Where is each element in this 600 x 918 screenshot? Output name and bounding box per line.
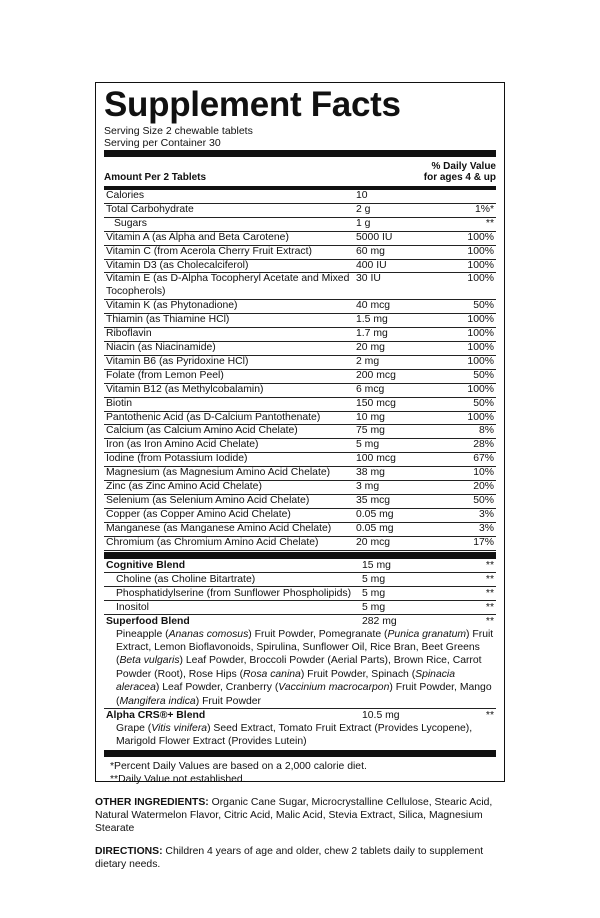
nutrient-amount: 35 mcg xyxy=(356,494,391,506)
panel-title: Supplement Facts xyxy=(104,85,401,124)
list-item xyxy=(104,587,496,601)
table-row xyxy=(104,328,496,342)
nutrient-dv: 100% xyxy=(467,411,494,423)
nutrient-name: Riboflavin xyxy=(106,328,152,340)
directions-label: DIRECTIONS: xyxy=(95,846,163,857)
superfood-blend-ingredients: Pineapple (Ananas comosus) Fruit Powder, Pomegranate (Punica granatum) Fruit Extract, Lemon Bioflavonoids, Spirulina, Sunflower Oil, Rice Bran, Beet Greens (Beta vulgaris) Leaf Powder, Broccoli Powder (Aerial Parts), Brown Rice, Carrot Powder (Root), Rose Hips (Rosa canina) Fruit Powder, Spinach (Spinacia aleracea) Leaf Powder, Cranberry (Vaccinium macrocarpon) Fruit Powder, Mango (Mangifera indica) Fruit Powder xyxy=(104,628,496,709)
nutrient-dv: 50% xyxy=(473,494,494,506)
nutrient-amount: 20 mcg xyxy=(356,536,391,548)
table-row xyxy=(104,370,496,384)
nutrient-dv: 100% xyxy=(467,273,494,285)
nutrient-amount: 100 mcg xyxy=(356,453,396,465)
other-ingredients xyxy=(95,796,505,835)
nutrient-dv: 100% xyxy=(467,383,494,395)
nutrient-name: Magnesium (as Magnesium Amino Acid Chelate) xyxy=(106,467,331,479)
supplement-facts-panel xyxy=(95,82,505,785)
nutrient-name: Niacin (as Niacinamide) xyxy=(106,341,216,353)
nutrient-dv: 100% xyxy=(467,245,494,257)
nutrient-amount: 75 mg xyxy=(356,425,385,437)
table-row xyxy=(104,218,496,232)
nutrient-amount: 200 mcg xyxy=(356,369,396,381)
directions-text: Children 4 years of age and older, chew 2 tablets daily to supplement dietary needs. xyxy=(95,846,484,870)
table-row xyxy=(104,190,496,204)
nutrient-dv xyxy=(416,190,496,203)
nutrient-name: Selenium (as Selenium Amino Acid Chelate) xyxy=(106,494,310,506)
nutrient-name: Iodine (from Potassium Iodide) xyxy=(106,453,248,465)
nutrient-amount: 40 mcg xyxy=(356,300,391,312)
nutrient-name: Calories xyxy=(106,190,145,201)
nutrient-dv: 100% xyxy=(467,231,494,243)
table-row xyxy=(104,467,496,481)
daily-value-header: % Daily Value for ages 4 & up xyxy=(423,161,496,183)
ingredient-amount: 5 mg xyxy=(362,573,386,585)
table-row xyxy=(104,439,496,453)
other-ingredients-label: OTHER INGREDIENTS: xyxy=(95,797,209,808)
other-ingredients-text: Organic Cane Sugar, Microcrystalline Cellulose, Stearic Acid, Natural Watermelon Flavor, Citric Acid, Malic Acid, Stevia Extract, Silica, Magnesium Stearate xyxy=(95,797,493,834)
table-row xyxy=(104,260,496,274)
nutrient-name: Sugars xyxy=(114,217,147,229)
nutrient-dv: 10% xyxy=(473,467,494,479)
nutrient-dv: 100% xyxy=(467,259,494,271)
nutrient-amount: 38 mg xyxy=(356,467,385,479)
ingredient-dv: ** xyxy=(485,587,494,599)
list-item xyxy=(104,573,496,587)
nutrient-dv: 100% xyxy=(467,314,494,326)
table-row xyxy=(104,384,496,398)
nutrient-amount: 0.05 mg xyxy=(356,522,394,534)
ingredient-amount: 5 mg xyxy=(362,587,386,599)
amount-header: Amount Per 2 Tablets xyxy=(104,172,207,183)
table-row xyxy=(104,537,496,551)
table-row xyxy=(104,300,496,314)
footnote-not-established: **Daily Value not established. xyxy=(110,773,246,785)
nutrient-amount: 1.5 mg xyxy=(356,314,388,326)
nutrient-name: Vitamin B12 (as Methylcobalamin) xyxy=(106,383,264,395)
divider-thick xyxy=(104,552,496,559)
table-row xyxy=(104,398,496,412)
nutrient-amount: 60 mg xyxy=(356,245,385,257)
nutrient-dv: 3% xyxy=(478,522,494,534)
table-row xyxy=(104,204,496,218)
footnote-daily-values: *Percent Daily Values are based on a 2,000 calorie diet. xyxy=(110,760,367,772)
nutrient-name: Vitamin E (as D-Alpha Tocopheryl Acetate and Mixed Tocopherols) xyxy=(106,273,350,298)
nutrient-dv: 28% xyxy=(473,439,494,451)
table-row xyxy=(104,453,496,467)
ingredient-name: Phosphatidylserine (from Sunflower Phospholipids) xyxy=(116,587,352,599)
nutrient-dv: 50% xyxy=(473,369,494,381)
table-row xyxy=(104,232,496,246)
table-row xyxy=(104,273,496,300)
nutrient-amount: 150 mcg xyxy=(356,397,396,409)
nutrient-amount: 400 IU xyxy=(356,259,387,271)
nutrient-name: Manganese (as Manganese Amino Acid Chelate) xyxy=(106,522,332,534)
table-row xyxy=(104,481,496,495)
nutrient-amount: 6 mcg xyxy=(356,383,385,395)
table-row xyxy=(104,342,496,356)
nutrient-amount: 5 mg xyxy=(356,439,380,451)
nutrient-amount: 5000 IU xyxy=(356,231,393,243)
nutrient-amount: 0.05 mg xyxy=(356,508,394,520)
serving-size: Serving Size 2 chewable tablets xyxy=(104,125,253,137)
nutrient-amount: 1.7 mg xyxy=(356,328,388,340)
cognitive-blend-row: Cognitive Blend 15 mg ** xyxy=(106,559,494,571)
nutrient-dv: 3% xyxy=(478,508,494,520)
ingredient-amount: 5 mg xyxy=(362,601,386,613)
directions xyxy=(95,845,505,871)
nutrient-amount: 1 g xyxy=(356,217,371,229)
nutrient-dv: ** xyxy=(485,217,494,229)
nutrient-dv: 50% xyxy=(473,397,494,409)
nutrient-name: Vitamin D3 (as Cholecalciferol) xyxy=(106,259,249,271)
nutrient-dv: 20% xyxy=(473,481,494,493)
nutrient-dv: 67% xyxy=(473,453,494,465)
nutrient-dv: 100% xyxy=(467,328,494,340)
superfood-blend-row: Superfood Blend 282 mg ** xyxy=(106,615,494,627)
column-header xyxy=(104,157,496,186)
nutrient-name: Vitamin B6 (as Pyridoxine HCl) xyxy=(106,355,249,367)
nutrient-name: Vitamin C (from Acerola Cherry Fruit Extract) xyxy=(106,245,312,257)
alpha-blend-row: Alpha CRS®+ Blend 10.5 mg ** xyxy=(106,710,494,721)
list-item xyxy=(104,601,496,615)
divider-thick xyxy=(104,150,496,157)
nutrient-name: Folate (from Lemon Peel) xyxy=(106,369,224,381)
nutrient-name: Copper (as Copper Amino Acid Chelate) xyxy=(106,508,291,520)
table-row xyxy=(104,495,496,509)
table-row xyxy=(104,412,496,426)
nutrient-dv: 17% xyxy=(473,536,494,548)
cognitive-blend-items xyxy=(104,573,496,615)
nutrient-name: Thiamin (as Thiamine HCl) xyxy=(106,314,230,326)
nutrient-name: Pantothenic Acid (as D-Calcium Pantothenate) xyxy=(106,411,321,423)
alpha-blend-ingredients: Grape (Vitis vinifera) Seed Extract, Tomato Fruit Extract (Provides Lycopene), Marigold Flower Extract (Provides Lutein) xyxy=(116,723,473,748)
table-row xyxy=(104,356,496,370)
nutrient-amount: 2 g xyxy=(356,203,371,215)
nutrient-name: Vitamin A (as Alpha and Beta Carotene) xyxy=(106,231,289,243)
nutrient-name: Total Carbohydrate xyxy=(106,203,194,215)
nutrient-amount: 20 mg xyxy=(356,341,385,353)
nutrient-table xyxy=(104,190,496,551)
table-row xyxy=(104,314,496,328)
ingredient-dv: ** xyxy=(485,601,494,613)
nutrient-dv: 100% xyxy=(467,341,494,353)
nutrient-amount: 10 mg xyxy=(356,411,385,423)
nutrient-dv: 8% xyxy=(478,425,494,437)
nutrient-name: Chromium (as Chromium Amino Acid Chelate) xyxy=(106,536,319,548)
nutrient-name: Biotin xyxy=(106,397,132,409)
nutrient-dv: 50% xyxy=(473,300,494,312)
serving-per-container: Serving per Container 30 xyxy=(104,137,221,149)
nutrient-name: Zinc (as Zinc Amino Acid Chelate) xyxy=(106,481,262,493)
nutrient-amount: 10 xyxy=(356,190,368,201)
nutrient-amount: 2 mg xyxy=(356,355,380,367)
nutrient-amount: 3 mg xyxy=(356,481,380,493)
ingredient-name: Choline (as Choline Bitartrate) xyxy=(116,573,256,585)
nutrient-name: Calcium (as Calcium Amino Acid Chelate) xyxy=(106,425,298,437)
nutrient-name: Iron (as Iron Amino Acid Chelate) xyxy=(106,439,259,451)
nutrient-amount: 30 IU xyxy=(356,273,381,285)
nutrient-dv: 1%* xyxy=(474,203,494,215)
table-row xyxy=(104,425,496,439)
table-row xyxy=(104,523,496,537)
divider-thick xyxy=(104,750,496,757)
ingredient-dv: ** xyxy=(485,573,494,585)
ingredient-name: Inositol xyxy=(116,601,149,613)
nutrient-dv: 100% xyxy=(467,355,494,367)
nutrient-name: Vitamin K (as Phytonadione) xyxy=(106,300,238,312)
table-row xyxy=(104,509,496,523)
table-row xyxy=(104,246,496,260)
